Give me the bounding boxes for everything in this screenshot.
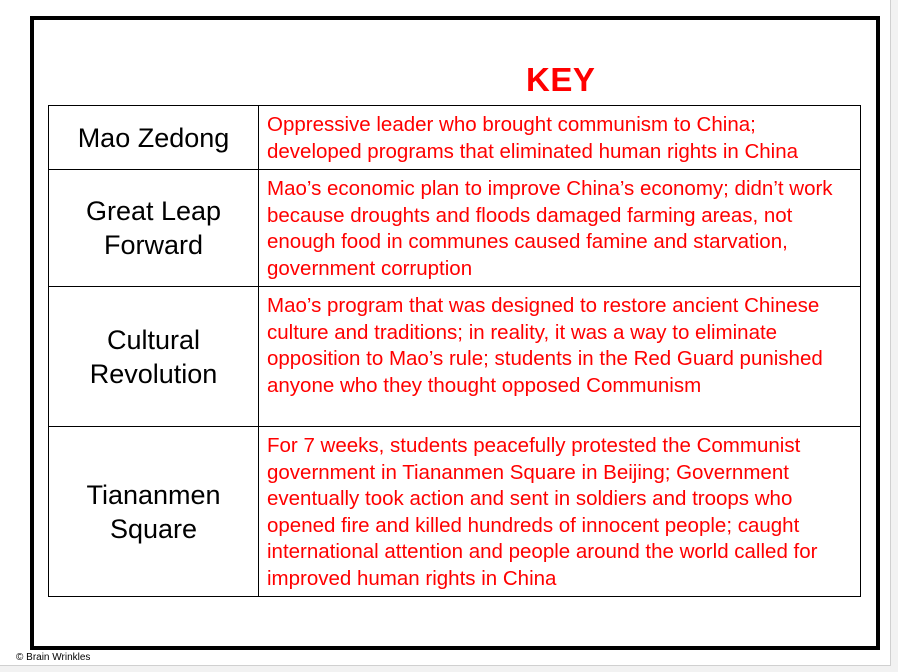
copyright-notice: © Brain Wrinkles xyxy=(16,652,91,663)
table-row xyxy=(49,170,861,287)
definition-cell: For 7 weeks, students peacefully protested the Communist government in Tiananmen Square in Beijing; Government eventually took action and sent in soldiers and troops who opened fire and killed hundreds of innocent people; caught international attention and people around the world called for improved human rights in China xyxy=(259,427,861,597)
definition-cell: Mao’s economic plan to improve China’s economy; didn’t work because droughts and floods damaged farming areas, not enough food in communes caused famine and starvation, government corruption xyxy=(259,170,861,287)
table-row xyxy=(49,287,861,427)
definition-cell: Mao’s program that was designed to restore ancient Chinese culture and traditions; in reality, it was a way to eliminate opposition to Mao’s rule; students in the Red Guard punished anyone who they thought opposed Communism xyxy=(259,287,861,427)
term-label: Tiananmen Square xyxy=(86,479,221,544)
term-label: Great Leap Forward xyxy=(85,196,222,260)
term-cell xyxy=(49,106,259,170)
key-table xyxy=(48,105,861,597)
term-cell xyxy=(49,427,259,597)
term-label: Mao Zedong xyxy=(77,122,230,153)
term-cell xyxy=(49,287,259,427)
definition-cell: Oppressive leader who brought communism to China; developed programs that eliminated human rights in China xyxy=(259,106,861,170)
table-row xyxy=(49,106,861,170)
page-title: KEY xyxy=(526,61,596,98)
term-cell xyxy=(49,170,259,287)
table-row xyxy=(49,427,861,597)
term-label: Cultural Revolution xyxy=(89,324,218,389)
